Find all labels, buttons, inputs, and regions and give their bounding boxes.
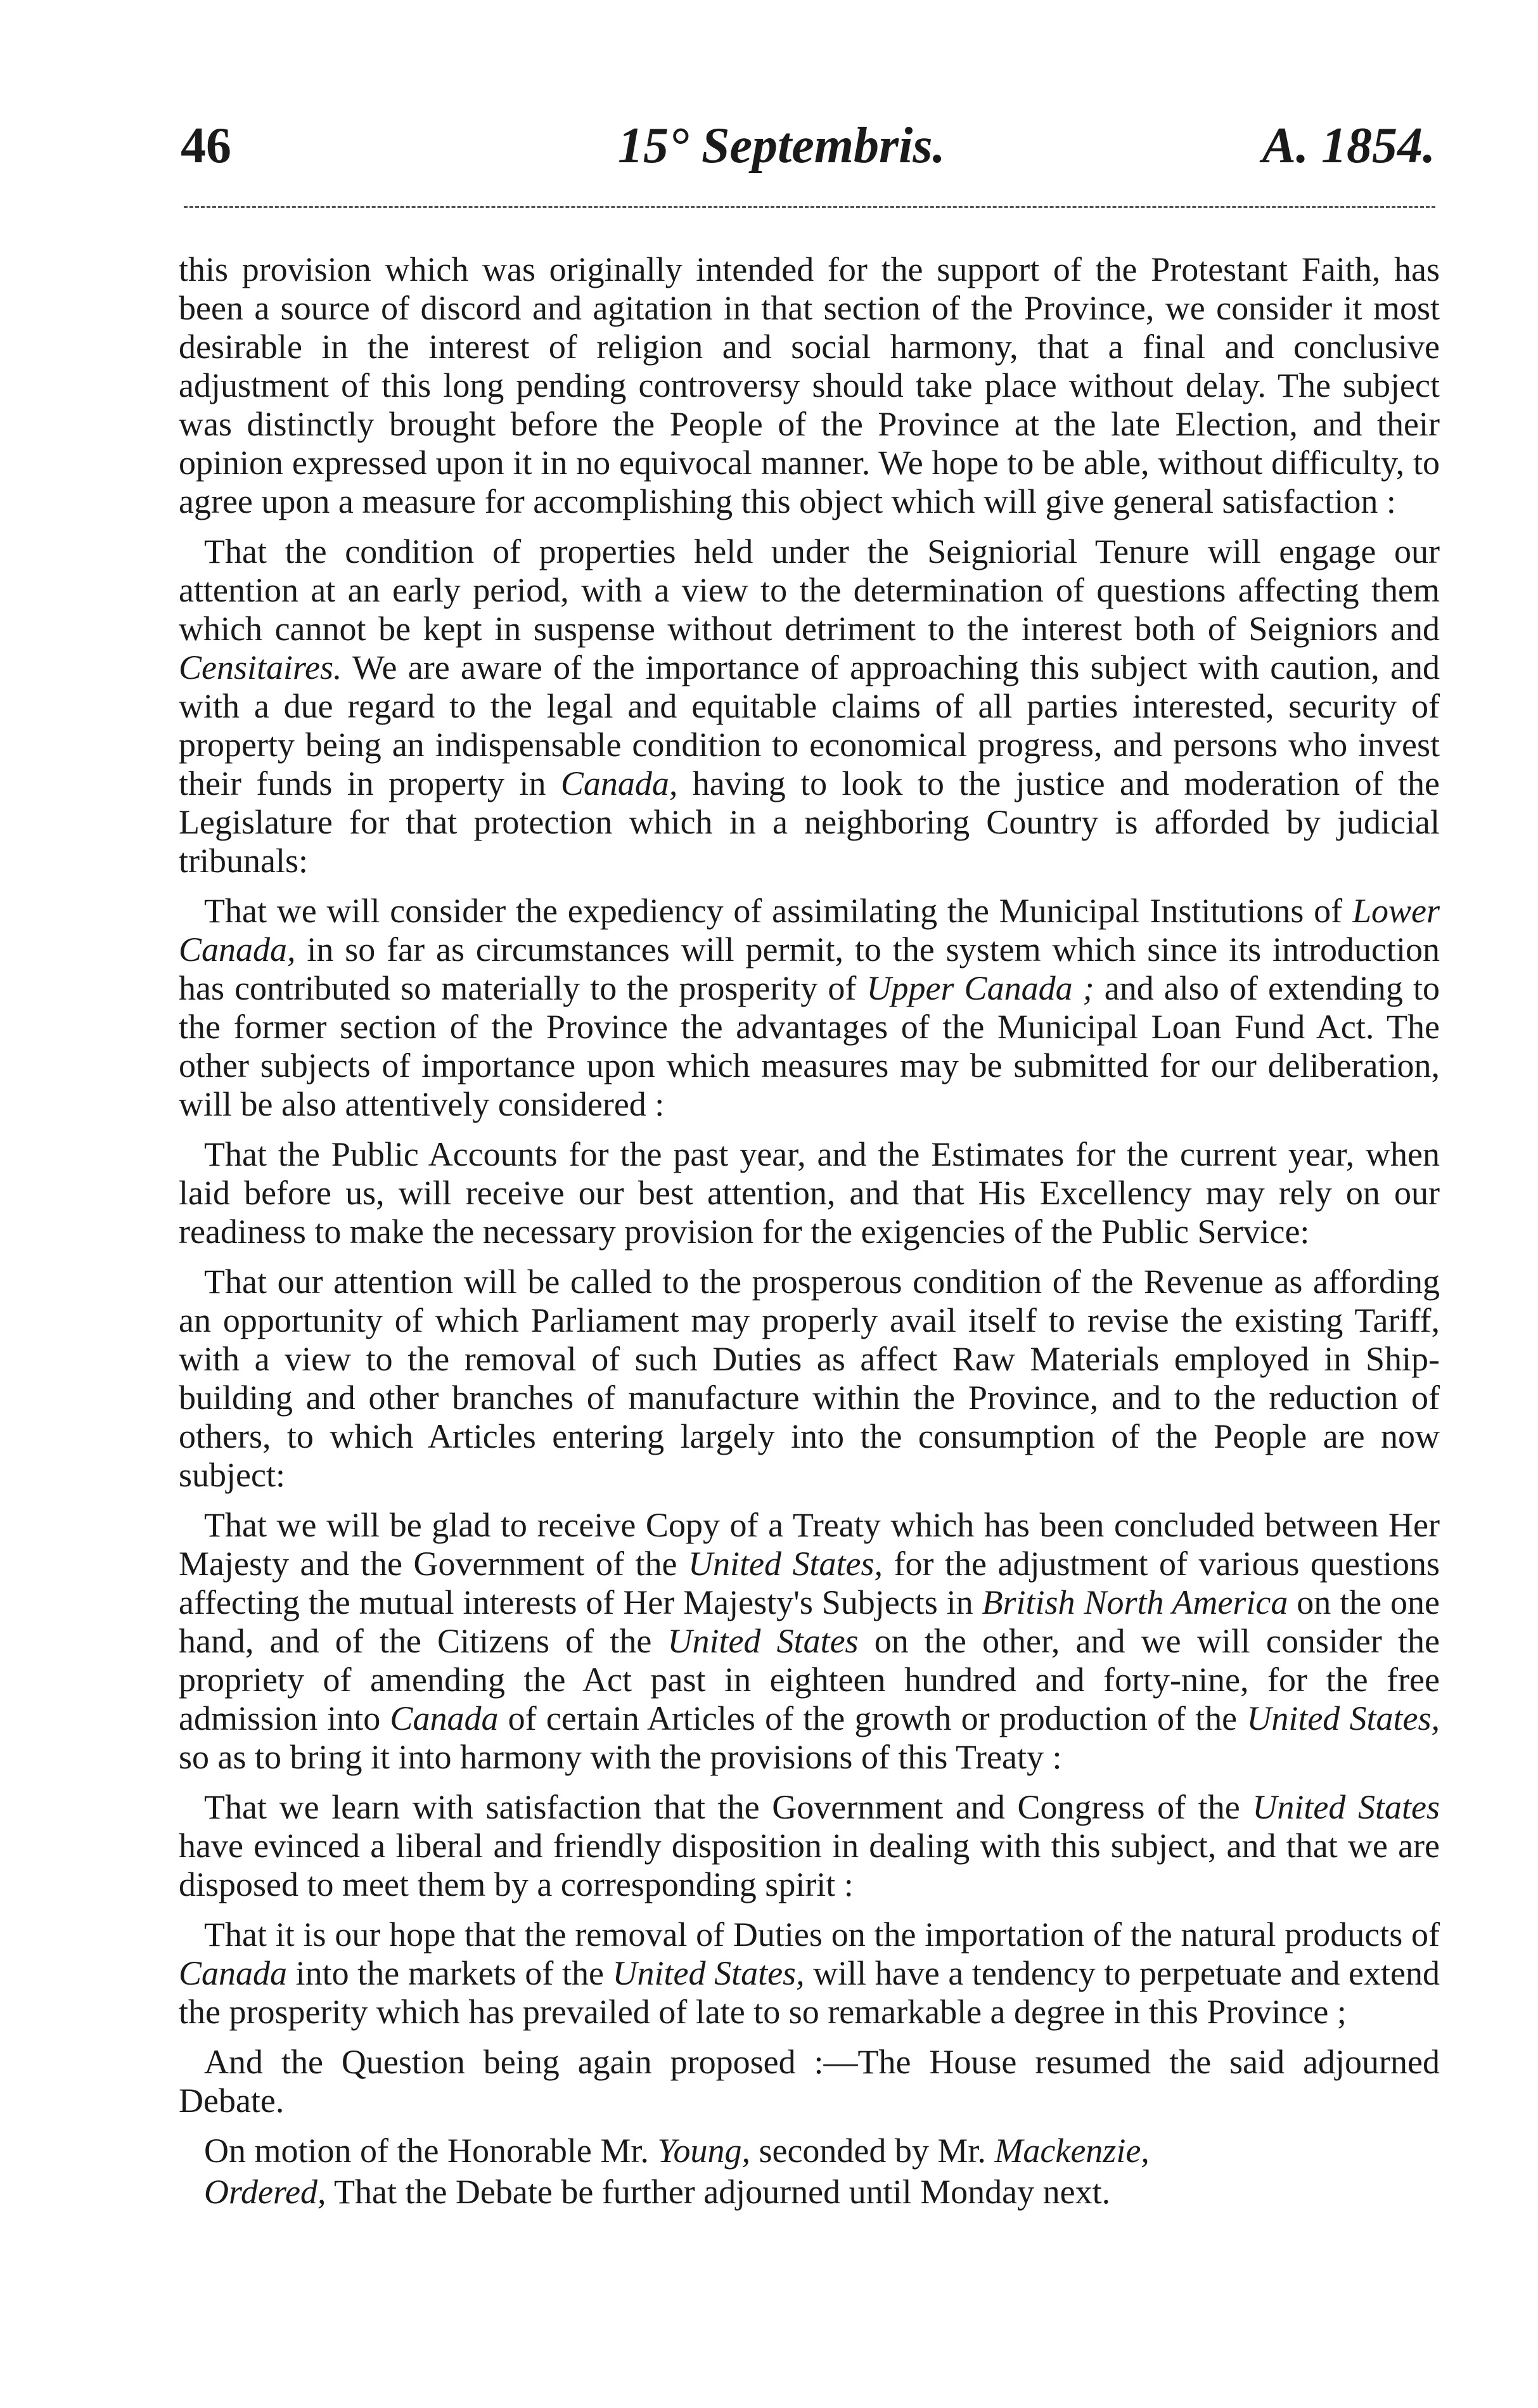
paragraph-11: Ordered, That the Debate be further adjourned until Monday next. xyxy=(204,2173,1111,2211)
header-date: 15° Septembris. xyxy=(618,118,945,174)
header-year: A. 1854. xyxy=(1262,118,1435,174)
paragraph-6: That we will be glad to receive Copy of a Treaty which has been concluded between Her Majesty and the Government of the United States, for the adjustment of various questions affecting the mutual interests of Her Majesty's Subjects in British North America on the one hand, and of the Citizens of the United States on the other, and we will consider the propriety of amending the Act past in eighteen hundred and forty-nine, for the free admission into Canada of certain Articles of the growth or production of the United States, so as to bring it into harmony with the provisions of this Treaty : xyxy=(179,1506,1440,1776)
paragraph-8: That it is our hope that the removal of Duties on the importation of the natural products of Canada into the markets of the United States, will have a tendency to perpetuate and extend the prosperity which has prevailed of late to so remarkable a degree in this Province ; xyxy=(179,1915,1440,2031)
paragraph-2: That the condition of properties held under the Seigniorial Tenure will engage our attention at an early period, with a view to the determination of questions affecting them which cannot be kept in suspense without detriment to the interest both of Seigniors and Censitaires. We are aware of the importance of approaching this subject with caution, and with a due regard to the legal and equitable claims of all parties interested, security of property being an indispensable condition to economical progress, and persons who invest their funds in property in Canada, having to look to the justice and moderation of the Legislature for that protection which in a neighboring Country is afforded by judicial tribunals: xyxy=(179,532,1440,880)
paragraph-7: That we learn with satisfaction that the Government and Congress of the United States have evinced a liberal and friendly disposition in dealing with this subject, and that we are disposed to meet them by a corresponding spirit : xyxy=(179,1788,1440,1903)
paragraph-4: That the Public Accounts for the past year, and the Estimates for the current year, when laid before us, will receive our best attention, and that His Excellency may rely on our readiness to make the necessary provision for the exigencies of the Public Service: xyxy=(179,1135,1440,1251)
body-text xyxy=(179,250,1440,2223)
paragraph-10: On motion of the Honorable Mr. Young, seconded by Mr. Mackenzie, xyxy=(204,2132,1150,2170)
paragraph-3: That we will consider the expediency of assimilating the Municipal Institutions of Lower Canada, in so far as circumstances will permit, to the system which since its introduction has contributed so materially to the prosperity of Upper Canada ; and also of extending to the former section of the Province the advantages of the Municipal Loan Fund Act. The other subjects of importance upon which measures may be submitted for our deliberation, will be also attentively considered : xyxy=(179,892,1440,1123)
header-rule xyxy=(184,206,1435,208)
paragraph-9: And the Question being again proposed :—The House resumed the said adjourned Debate. xyxy=(179,2043,1440,2120)
paragraph-5: That our attention will be called to the prosperous condition of the Revenue as affording an opportunity of which Parliament may properly avail itself to revise the existing Tariff, with a view to the removal of such Duties as affect Raw Materials employed in Ship-building and other branches of manufacture within the Province, and to the reduction of others, to which Articles entering largely into the consumption of the People are now subject: xyxy=(179,1263,1440,1494)
page-number: 46 xyxy=(181,118,231,174)
page-header xyxy=(181,111,1435,181)
paragraph-1: this provision which was originally intended for the support of the Protestant Faith, has been a source of discord and agitation in that section of the Province, we consider it most desirable in the interest of religion and social harmony, that a final and conclusive adjustment of this long pending controversy should take place without delay. The subject was distinctly brought before the People of the Province at the late Election, and their opinion expressed upon it in no equivocal manner. We hope to be able, without difficulty, to agree upon a measure for accomplishing this object which will give general satisfaction : xyxy=(179,250,1440,520)
